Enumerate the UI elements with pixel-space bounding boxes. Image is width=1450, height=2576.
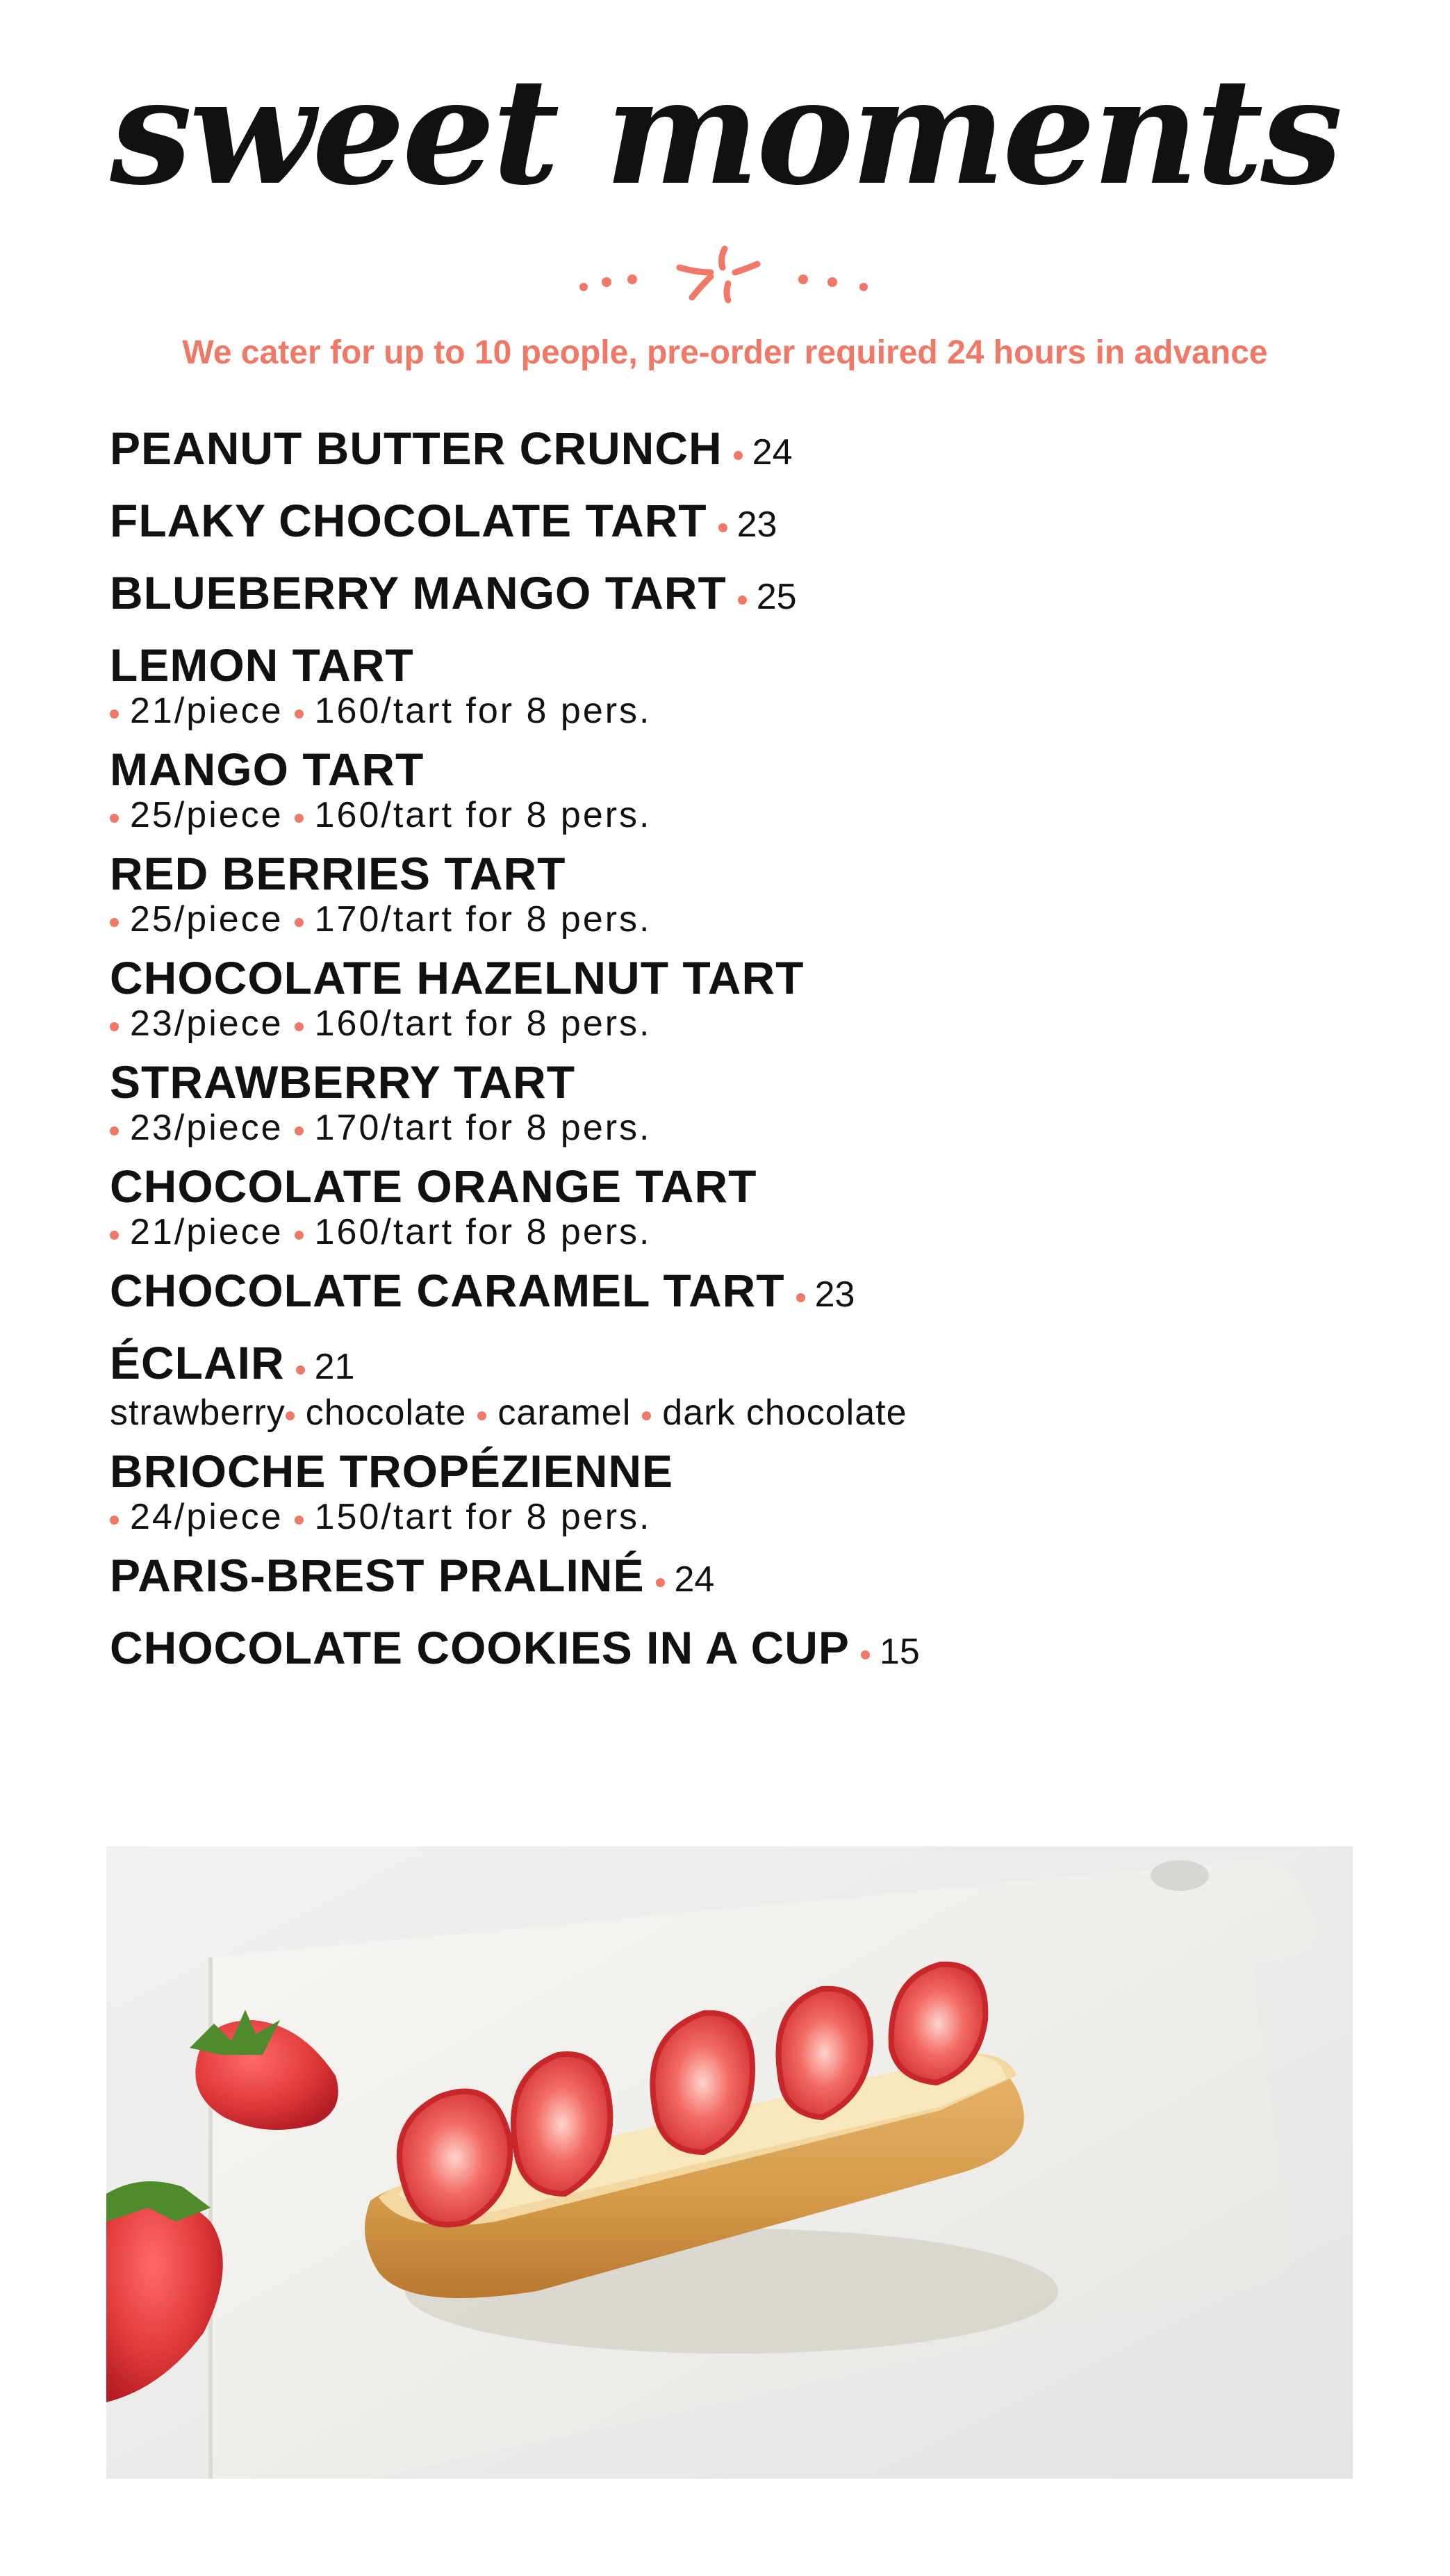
menu-item <box>110 944 1360 1045</box>
bullet-dot-icon <box>110 918 119 927</box>
bullet-dot-icon <box>110 1126 119 1135</box>
bullet-dot-icon <box>295 709 304 719</box>
price-per-piece: 24/piece <box>130 1497 283 1537</box>
item-price: 15 <box>879 1632 920 1672</box>
item-price: 23 <box>814 1274 855 1315</box>
strawberry-tart-illustration <box>106 1846 1353 2479</box>
price-per-tart: 150/tart for 8 pers. <box>314 1497 652 1537</box>
menu-item <box>110 1048 1360 1149</box>
item-price: 24 <box>752 432 793 473</box>
flavor-option: caramel <box>497 1393 632 1433</box>
bullet-dot-icon <box>295 918 304 927</box>
bullet-dot-icon <box>861 1650 870 1659</box>
menu-item <box>110 1541 1360 1614</box>
item-name: CHOCOLATE ORANGE TART <box>110 1160 757 1212</box>
item-name: CHOCOLATE CARAMEL TART <box>110 1265 785 1316</box>
bullet-dot-icon <box>642 1411 651 1420</box>
price-per-piece: 25/piece <box>130 795 283 835</box>
bullet-dot-icon <box>110 1516 119 1525</box>
menu-item <box>110 1614 1360 1686</box>
flavor-option: chocolate <box>305 1393 467 1433</box>
price-per-tart: 160/tart for 8 pers. <box>314 1003 652 1044</box>
menu-item <box>110 559 1360 631</box>
flavor-option: dark chocolate <box>662 1393 907 1433</box>
item-name: LEMON TART <box>110 639 414 691</box>
menu-item <box>110 414 1360 486</box>
bullet-dot-icon <box>734 451 743 460</box>
bullet-dot-icon <box>295 1126 304 1135</box>
item-name: ÉCLAIR <box>110 1337 285 1388</box>
bullet-dot-icon <box>286 1411 295 1420</box>
page-title: sweet moments <box>110 46 1340 218</box>
strawberry-tart-photo <box>106 1846 1353 2479</box>
item-name: FLAKY CHOCOLATE TART <box>110 495 707 546</box>
item-name: CHOCOLATE HAZELNUT TART <box>110 952 805 1003</box>
bullet-dot-icon <box>295 1231 304 1240</box>
item-name: BRIOCHE TROPÉZIENNE <box>110 1445 674 1497</box>
bullet-dot-icon <box>110 709 119 719</box>
item-name: PARIS-BREST PRALINÉ <box>110 1550 645 1601</box>
item-name: STRAWBERRY TART <box>110 1056 576 1108</box>
item-name: BLUEBERRY MANGO TART <box>110 567 727 618</box>
menu-item <box>110 1256 1360 1329</box>
item-price: 24 <box>674 1559 715 1600</box>
price-per-piece: 21/piece <box>130 1212 283 1252</box>
item-name: MANGO TART <box>110 744 425 795</box>
item-price: 23 <box>736 504 777 545</box>
price-per-piece: 25/piece <box>130 899 283 940</box>
menu-item <box>110 631 1360 732</box>
bullet-dot-icon <box>295 1516 304 1525</box>
menu-item <box>110 839 1360 941</box>
bullet-dot-icon <box>110 814 119 823</box>
price-per-tart: 170/tart for 8 pers. <box>314 1108 652 1148</box>
price-per-piece: 23/piece <box>130 1108 283 1148</box>
price-per-tart: 170/tart for 8 pers. <box>314 899 652 940</box>
menu-item <box>110 735 1360 837</box>
bullet-dot-icon <box>296 1365 305 1375</box>
dessert-menu <box>110 414 1360 1686</box>
flavor-option: strawberry <box>110 1393 286 1433</box>
bullet-dot-icon <box>295 814 304 823</box>
item-price: 21 <box>314 1347 355 1387</box>
bullet-dot-icon <box>110 1231 119 1240</box>
item-name: PEANUT BUTTER CRUNCH <box>110 423 723 474</box>
item-price: 25 <box>756 577 797 617</box>
price-per-piece: 21/piece <box>130 691 283 731</box>
price-per-tart: 160/tart for 8 pers. <box>314 691 652 731</box>
price-per-tart: 160/tart for 8 pers. <box>314 795 652 835</box>
bullet-dot-icon <box>110 1022 119 1031</box>
price-per-tart: 160/tart for 8 pers. <box>314 1212 652 1252</box>
flourish-ornament-icon <box>568 236 888 306</box>
bullet-dot-icon <box>656 1578 665 1587</box>
menu-item <box>110 1329 1360 1434</box>
bullet-dot-icon <box>738 596 747 605</box>
bullet-dot-icon <box>718 523 727 532</box>
item-name: RED BERRIES TART <box>110 848 566 899</box>
bullet-dot-icon <box>477 1411 486 1420</box>
price-per-piece: 23/piece <box>130 1003 283 1044</box>
menu-item <box>110 1152 1360 1254</box>
menu-item <box>110 486 1360 559</box>
catering-note: We cater for up to 10 people, pre-order required 24 hours in advance <box>182 334 1268 371</box>
menu-item <box>110 1437 1360 1539</box>
bullet-dot-icon <box>796 1293 805 1302</box>
bullet-dot-icon <box>295 1022 304 1031</box>
item-name: CHOCOLATE COOKIES IN A CUP <box>110 1622 850 1673</box>
